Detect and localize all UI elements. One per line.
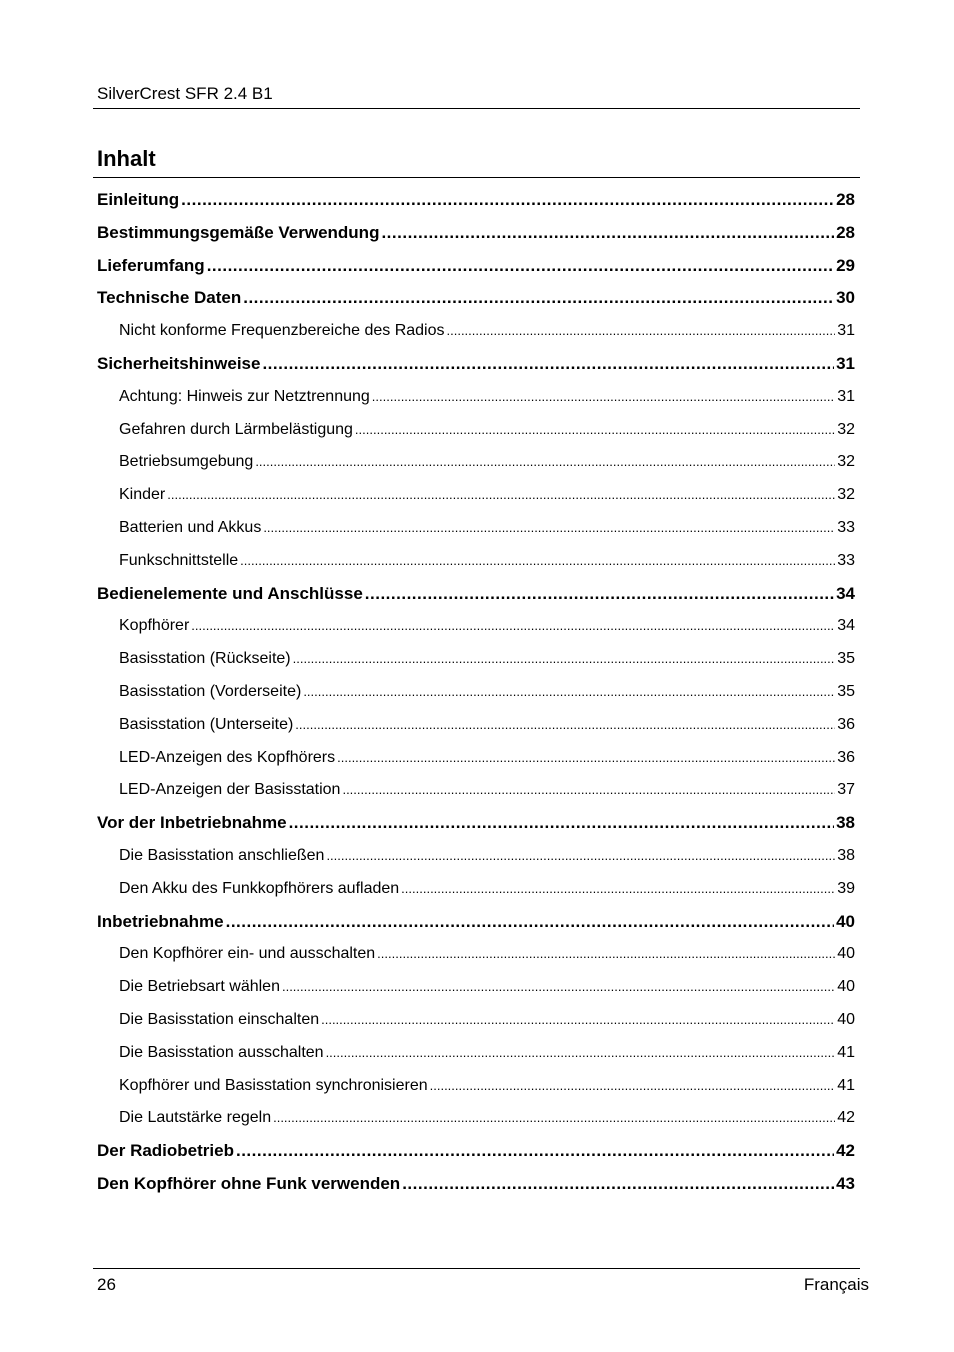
- toc-entry-label: Funkschnittstelle: [119, 551, 239, 569]
- toc-entry-page: 33: [837, 518, 855, 536]
- toc-entry[interactable]: [97, 414, 855, 447]
- toc-entry-page: 41: [837, 1043, 855, 1061]
- toc-dot-leader: [226, 906, 834, 939]
- toc-dot-leader: [293, 643, 836, 676]
- toc-entry-label: Technische Daten: [97, 288, 242, 308]
- toc-dot-leader: [303, 676, 835, 709]
- toc-entry[interactable]: [97, 709, 855, 742]
- toc-entry[interactable]: [97, 938, 855, 971]
- toc-entry[interactable]: [97, 1004, 855, 1037]
- toc-entry[interactable]: [97, 578, 855, 611]
- toc-entry-page: 43: [836, 1173, 855, 1193]
- toc-entry-label: Die Betriebsart wählen: [119, 978, 280, 996]
- toc-entry-label: Der Radiobetrieb: [97, 1141, 234, 1161]
- toc-entry-label: Kopfhörer und Basisstation synchronisieren: [119, 1076, 428, 1094]
- toc-dot-leader: [289, 807, 835, 840]
- toc-entry[interactable]: [97, 1070, 855, 1103]
- toc-entry-label: LED-Anzeigen der Basisstation: [119, 781, 341, 799]
- toc-dot-leader: [282, 971, 835, 1004]
- header-divider: [93, 108, 860, 109]
- toc-entry-page: 36: [837, 748, 855, 766]
- toc-dot-leader: [372, 381, 835, 414]
- toc-dot-leader: [342, 774, 835, 807]
- toc-entry-page: 42: [837, 1109, 855, 1127]
- toc-entry[interactable]: [97, 250, 855, 283]
- toc-dot-leader: [191, 610, 835, 643]
- footer-language: Français: [803, 1275, 869, 1294]
- toc-entry-page: 34: [836, 583, 855, 603]
- toc-entry-label: Achtung: Hinweis zur Netztrennung: [119, 387, 370, 405]
- toc-entry-label: Die Basisstation einschalten: [119, 1010, 320, 1028]
- toc-entry-label: LED-Anzeigen des Kopfhörers: [119, 748, 336, 766]
- toc-entry-page: 29: [836, 255, 855, 275]
- toc-entry-page: 38: [836, 813, 855, 833]
- toc-dot-leader: [381, 217, 834, 250]
- toc-entry-page: 38: [837, 846, 855, 864]
- toc-entry[interactable]: [97, 1168, 855, 1201]
- toc-entry-label: Kinder: [119, 486, 166, 504]
- toc-dot-leader: [295, 709, 835, 742]
- toc-entry-page: 31: [837, 322, 855, 340]
- toc-entry-label: Die Lautstärke regeln: [119, 1109, 272, 1127]
- toc-dot-leader: [430, 1070, 836, 1103]
- toc-entry-page: 35: [837, 650, 855, 668]
- toc-entry-page: 40: [837, 978, 855, 996]
- toc-entry-label: Inbetriebnahme: [97, 911, 224, 931]
- toc-dot-leader: [273, 1102, 835, 1135]
- toc-entry-label: Lieferumfang: [97, 255, 205, 275]
- toc-entry-page: 31: [836, 353, 855, 373]
- toc-entry-page: 33: [837, 551, 855, 569]
- toc-entry[interactable]: [97, 184, 855, 217]
- toc-entry[interactable]: [97, 610, 855, 643]
- toc-entry[interactable]: [97, 742, 855, 775]
- page-number: 26: [97, 1275, 116, 1294]
- toc-entry-page: 40: [837, 1010, 855, 1028]
- toc-entry-page: 32: [837, 486, 855, 504]
- toc-entry[interactable]: [97, 217, 855, 250]
- toc-entry[interactable]: [97, 840, 855, 873]
- running-header: SilverCrest SFR 2.4 B1: [97, 84, 273, 103]
- toc-title: Inhalt: [97, 146, 156, 171]
- toc-entry-page: 34: [837, 617, 855, 635]
- title-divider: [93, 177, 860, 178]
- toc-entry-label: Nicht konforme Frequenzbereiche des Radios: [119, 322, 445, 340]
- toc-entry[interactable]: [97, 446, 855, 479]
- toc-dot-leader: [326, 1037, 836, 1070]
- toc-entry-page: 35: [837, 682, 855, 700]
- toc-entry-label: Den Akku des Funkkopfhörers aufladen: [119, 879, 400, 897]
- toc-entry-label: Bestimmungsgemäße Verwendung: [97, 222, 380, 242]
- toc-entry-page: 28: [836, 190, 855, 209]
- toc-entry-page: 32: [837, 420, 855, 438]
- toc-entry[interactable]: [97, 676, 855, 709]
- toc-entry-label: Basisstation (Rückseite): [119, 650, 291, 668]
- toc-entry[interactable]: [97, 774, 855, 807]
- toc-entry[interactable]: [97, 315, 855, 348]
- toc-entry-label: Bedienelemente und Anschlüsse: [97, 583, 363, 603]
- toc-entry-label: Die Basisstation ausschalten: [119, 1043, 324, 1061]
- toc-entry[interactable]: [97, 1102, 855, 1135]
- toc-dot-leader: [255, 446, 835, 479]
- toc-entry[interactable]: [97, 512, 855, 545]
- toc-dot-leader: [243, 282, 834, 315]
- toc-entry-label: Den Kopfhörer ohne Funk verwenden: [97, 1173, 401, 1193]
- toc-entry-page: 37: [837, 781, 855, 799]
- toc-dot-leader: [240, 545, 835, 578]
- toc-entry[interactable]: [97, 348, 855, 381]
- toc-entry[interactable]: [97, 643, 855, 676]
- toc-entry[interactable]: [97, 381, 855, 414]
- toc-dot-leader: [321, 1004, 835, 1037]
- toc-entry[interactable]: [97, 545, 855, 578]
- toc-entry[interactable]: [97, 1135, 855, 1168]
- toc-entry-label: Basisstation (Vorderseite): [119, 682, 302, 700]
- toc-dot-leader: [263, 512, 835, 545]
- toc-dot-leader: [377, 938, 835, 971]
- toc-dot-leader: [365, 578, 834, 611]
- toc-entry-label: Die Basisstation anschließen: [119, 846, 325, 864]
- toc-dot-leader: [337, 742, 835, 775]
- table-of-contents: [97, 184, 855, 1201]
- toc-entry-label: Sicherheitshinweise: [97, 353, 261, 373]
- toc-dot-leader: [167, 479, 835, 512]
- toc-entry[interactable]: [97, 971, 855, 1004]
- toc-entry-label: Batterien und Akkus: [119, 518, 262, 536]
- toc-dot-leader: [181, 184, 834, 217]
- toc-entry-page: 31: [837, 387, 855, 405]
- footer-divider: [93, 1268, 860, 1269]
- toc-entry-label: Vor der Inbetriebnahme: [97, 813, 287, 833]
- toc-entry-label: Gefahren durch Lärmbelästigung: [119, 420, 353, 438]
- toc-entry-page: 41: [837, 1076, 855, 1094]
- toc-dot-leader: [447, 315, 836, 348]
- toc-entry-page: 32: [837, 453, 855, 471]
- toc-entry[interactable]: [97, 479, 855, 512]
- toc-entry-page: 40: [837, 945, 855, 963]
- toc-entry-page: 36: [837, 715, 855, 733]
- toc-entry-label: Betriebsumgebung: [119, 453, 254, 471]
- toc-dot-leader: [326, 840, 835, 873]
- toc-entry-label: Basisstation (Unterseite): [119, 715, 294, 733]
- toc-dot-leader: [236, 1135, 834, 1168]
- toc-entry[interactable]: [97, 807, 855, 840]
- toc-entry-page: 42: [836, 1141, 855, 1161]
- toc-entry-page: 28: [836, 222, 855, 242]
- toc-dot-leader: [262, 348, 834, 381]
- toc-entry-label: Den Kopfhörer ein- und ausschalten: [119, 945, 376, 963]
- toc-dot-leader: [207, 250, 834, 283]
- toc-entry-page: 39: [837, 879, 855, 897]
- toc-entry[interactable]: [97, 1037, 855, 1070]
- toc-entry-label: Einleitung: [97, 190, 180, 209]
- toc-entry-page: 40: [836, 911, 855, 931]
- toc-entry[interactable]: [97, 873, 855, 906]
- toc-dot-leader: [402, 1168, 834, 1201]
- toc-dot-leader: [401, 873, 835, 906]
- toc-entry[interactable]: [97, 906, 855, 939]
- toc-entry[interactable]: [97, 282, 855, 315]
- toc-dot-leader: [355, 414, 835, 447]
- toc-entry-label: Kopfhörer: [119, 617, 190, 635]
- toc-entry-page: 30: [836, 288, 855, 308]
